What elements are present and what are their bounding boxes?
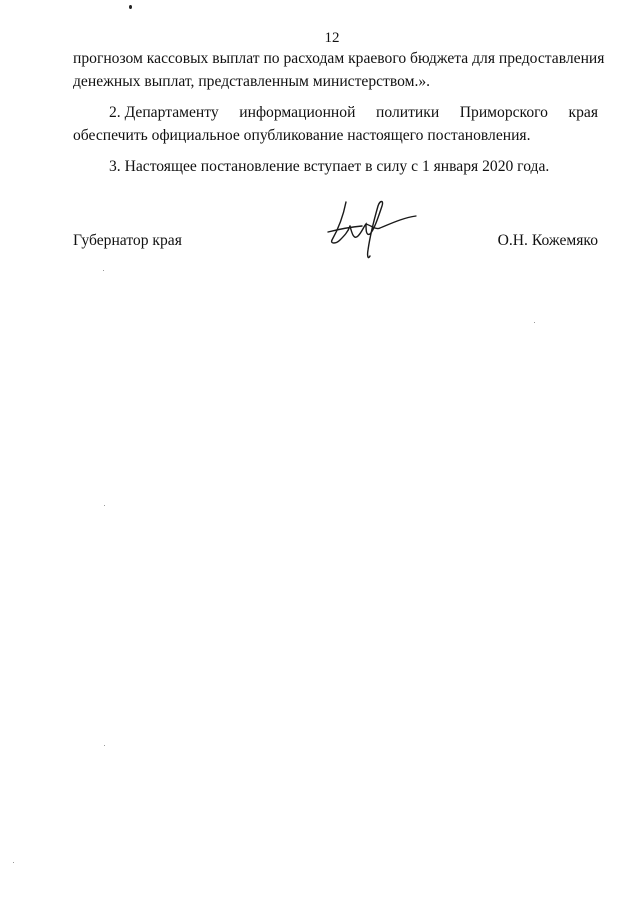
paragraph-1 xyxy=(73,47,605,93)
signatory-name: О.Н. Кожемяко xyxy=(497,232,598,249)
handwritten-signature xyxy=(322,196,418,262)
paragraph-3-line-1: 3. Настоящее постановление вступает в силу с 1 января 2020 года. xyxy=(109,158,550,175)
scan-speck xyxy=(104,505,105,506)
scan-speck xyxy=(103,270,104,271)
scan-speck xyxy=(129,5,132,9)
signatory-title: Губернатор края xyxy=(73,232,182,249)
paragraph-3 xyxy=(73,155,598,178)
page-number: 12 xyxy=(324,30,340,46)
scan-speck xyxy=(13,862,14,863)
scan-speck xyxy=(104,745,105,746)
scan-speck xyxy=(534,322,535,323)
paragraph-1-line-2: денежных выплат, представленным министерством.». xyxy=(73,73,431,90)
paragraph-2-word: информационной xyxy=(239,104,356,121)
paragraph-2-word: края xyxy=(568,104,598,121)
paragraph-1-line-1 xyxy=(73,47,605,70)
paragraph-1-line-1-text: прогнозом кассовых выплат по расходам краевого бюджета для предоставления xyxy=(73,50,605,67)
paragraph-2-word: Приморского xyxy=(459,104,548,121)
paragraph-2 xyxy=(73,101,598,147)
paragraph-2-line-2: обеспечить официальное опубликование настоящего постановления. xyxy=(73,127,531,144)
paragraph-2-word: 2. Департаменту xyxy=(109,104,219,121)
paragraph-2-word: политики xyxy=(376,104,440,121)
paragraph-2-line-1 xyxy=(73,101,598,124)
